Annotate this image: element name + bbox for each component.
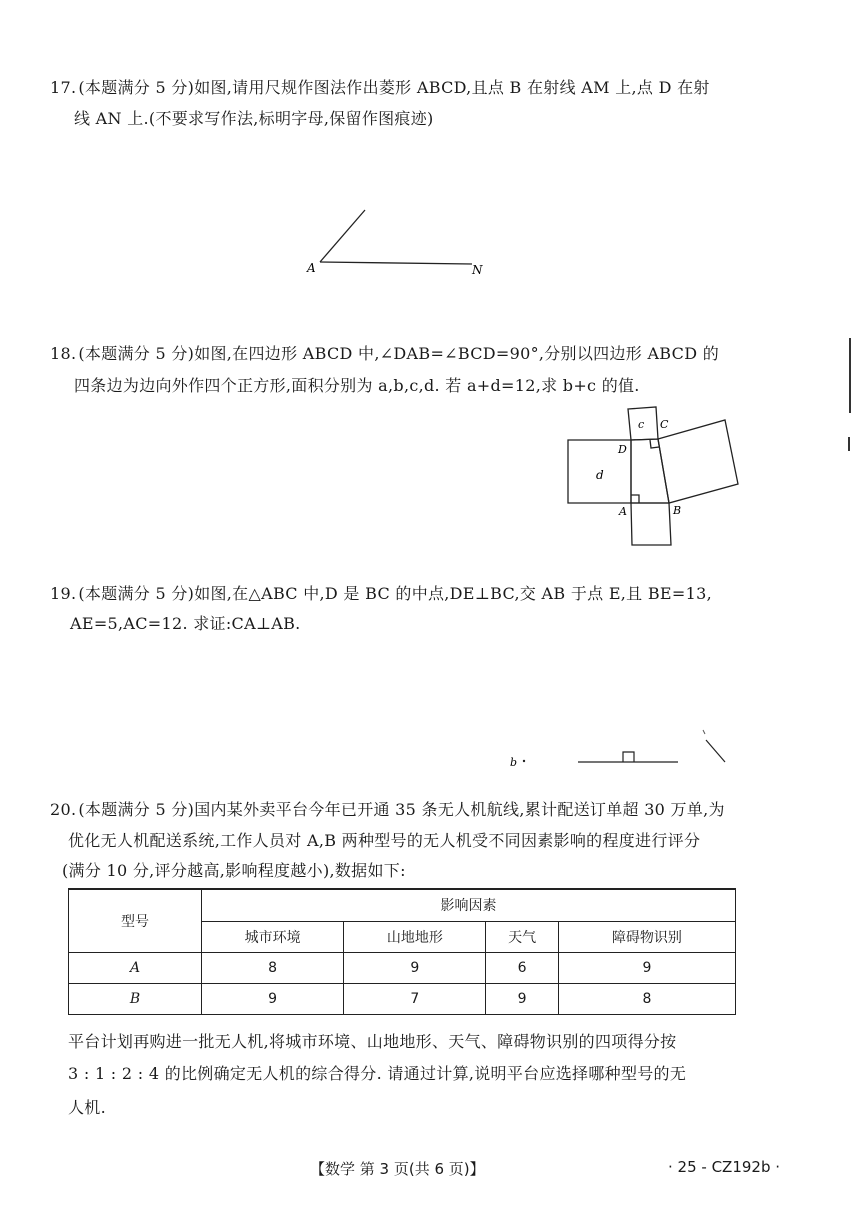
square-a (631, 503, 671, 545)
q20-line-2: 优化无人机配送系统,工作人员对 A,B 两种型号的无人机受不同因素影响的程度进行评分 (68, 831, 701, 850)
segment-partial (706, 740, 725, 762)
label-c-small: c (638, 418, 645, 431)
table-cell: 9 (344, 953, 486, 984)
q18-number: 18. (50, 344, 77, 363)
label-A: A (619, 505, 627, 518)
column-header: 天气 (486, 921, 558, 953)
q18-text-1: (本题满分 5 分)如图,在四边形 ABCD 中,∠DAB=∠BCD=90°,分别以四边形 ABCD 的 (78, 344, 720, 363)
q17-line-2: 线 AN 上.(不要求写作法,标明字母,保留作图痕迹) (74, 109, 434, 128)
scan-mark (849, 338, 851, 413)
table-row (69, 984, 736, 1015)
segment-fragment (703, 730, 705, 734)
column-header: 城市环境 (202, 921, 344, 953)
q18-line-1 (50, 344, 719, 364)
square-b (658, 420, 738, 503)
table-cell: 6 (486, 953, 558, 984)
q20-line-1 (50, 800, 725, 820)
label-C: C (660, 418, 669, 431)
right-angle-c (650, 440, 659, 448)
q20-after-line-3: 人机. (68, 1098, 106, 1117)
table-cell: 8 (202, 953, 344, 984)
column-header: 山地地形 (344, 921, 486, 953)
score-table (68, 888, 736, 1015)
table-cell: 8 (558, 984, 735, 1015)
label-n: N (472, 263, 483, 277)
q18-line-2: 四条边为边向外作四个正方形,面积分别为 a,b,c,d. 若 a+d=12,求 b+c 的值. (74, 376, 640, 395)
header-model: 型号 (69, 889, 202, 953)
q19-figure (500, 722, 740, 772)
table-cell: 9 (486, 984, 558, 1015)
q20-text-1: (本题满分 5 分)国内某外卖平台今年已开通 35 条无人机航线,累计配送订单超 30 万单,为 (78, 800, 725, 819)
right-angle-a (631, 495, 639, 503)
q17-figure (300, 200, 500, 285)
q20-number: 20. (50, 800, 77, 819)
q19-line-2: AE=5,AC=12. 求证:CA⊥AB. (70, 614, 301, 633)
q19-text-1: (本题满分 5 分)如图,在△ABC 中,D 是 BC 的中点,DE⊥BC,交 AB 于点 E,且 BE=13, (78, 584, 712, 603)
quadrilateral-abcd (631, 439, 669, 503)
table-row (69, 953, 736, 984)
q17-line-1 (50, 78, 710, 98)
table-cell: 9 (202, 984, 344, 1015)
table-cell: 7 (344, 984, 486, 1015)
ray-an (320, 262, 472, 264)
q17-text-1: (本题满分 5 分)如图,请用尺规作图法作出菱形 ABCD,且点 B 在射线 AM 上,点 D 在射 (78, 78, 710, 97)
q19-number: 19. (50, 584, 77, 603)
q17-number: 17. (50, 78, 77, 97)
label-d: d (596, 468, 604, 482)
q18-figure (560, 402, 750, 552)
point-b (523, 760, 525, 762)
footer-page-info: 【数学 第 3 页(共 6 页)】 (310, 1160, 485, 1178)
table-cell: 9 (558, 953, 735, 984)
label-B: B (673, 504, 682, 517)
header-factors: 影响因素 (202, 889, 736, 921)
label-a: A (307, 261, 316, 275)
right-angle-d (623, 752, 634, 762)
label-D: D (618, 443, 627, 456)
q20-after-line-1: 平台计划再购进一批无人机,将城市环境、山地地形、天气、障碍物识别的四项得分按 (68, 1032, 677, 1051)
q20-after-line-2: 3 : 1 : 2 : 4 的比例确定无人机的综合得分. 请通过计算,说明平台应选择哪种型号的无 (68, 1064, 687, 1083)
footer-code: · 25 - CZ192b · (668, 1158, 781, 1176)
ray-am (320, 210, 365, 262)
row-model: B (69, 984, 202, 1015)
scan-mark (848, 437, 850, 451)
q19-line-1 (50, 584, 712, 604)
q20-line-3: (满分 10 分,评分越高,影响程度越小),数据如下: (62, 861, 406, 880)
column-header: 障碍物识别 (558, 921, 735, 953)
row-model: A (69, 953, 202, 984)
label-b: b (510, 756, 518, 769)
